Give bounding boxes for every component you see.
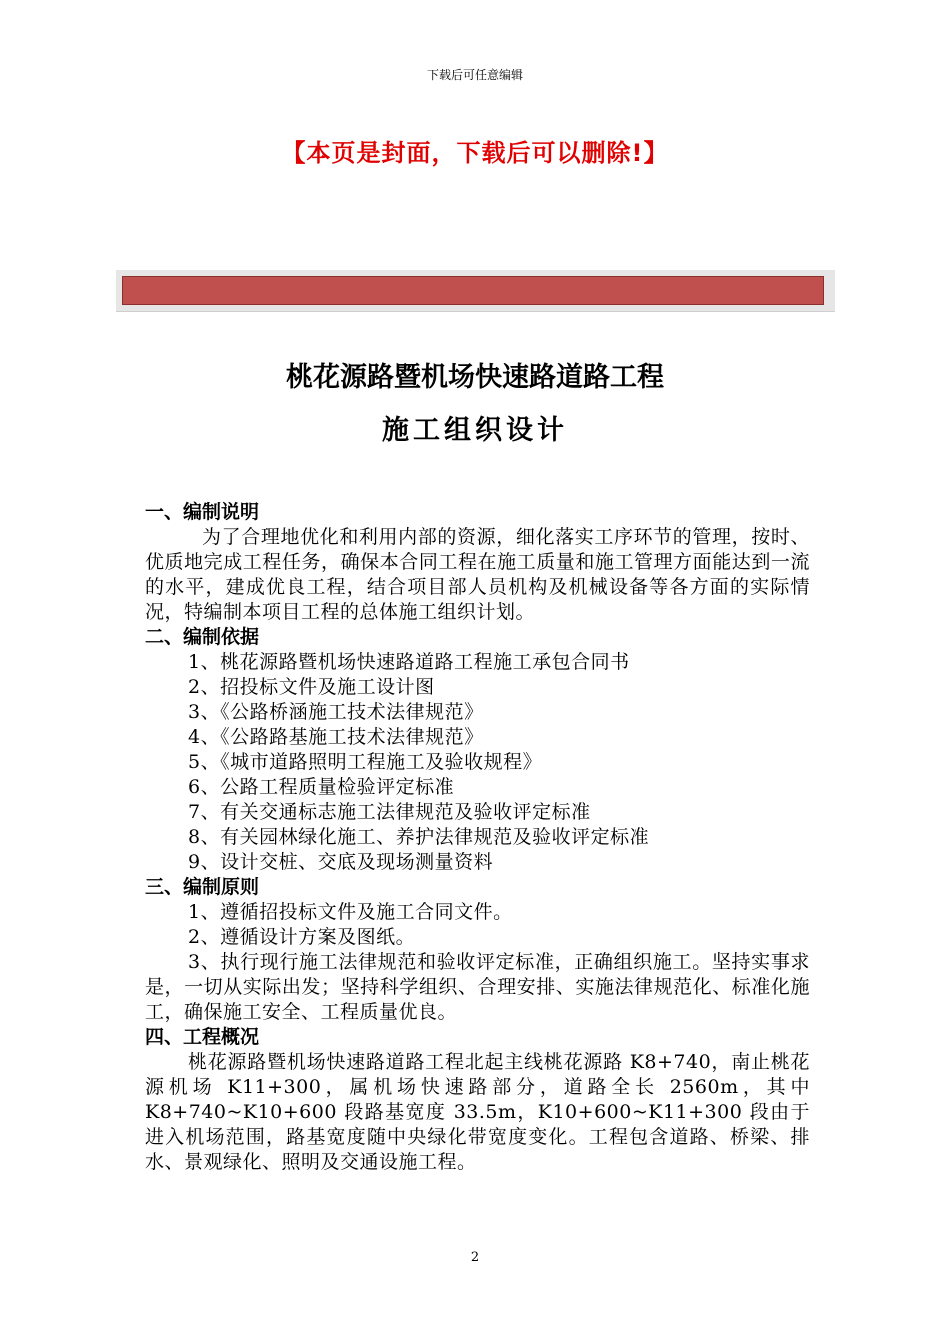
list-item: 9、设计交桩、交底及现场测量资料 bbox=[188, 851, 494, 873]
section-heading: 二、编制依据 bbox=[145, 626, 260, 648]
list-item: 5、《城市道路照明工程施工及验收规程》 bbox=[188, 751, 543, 773]
list-item: 2、遵循设计方案及图纸。 bbox=[188, 926, 416, 948]
document-body bbox=[145, 500, 810, 1175]
list-item: 6、公路工程质量检验评定标准 bbox=[188, 776, 455, 798]
page-number: 2 bbox=[470, 1250, 480, 1265]
list-item: 4、《公路路基施工技术法律规范》 bbox=[188, 726, 484, 748]
list-item: 7、有关交通标志施工法律规范及验收评定标准 bbox=[188, 801, 591, 823]
list-item: 3、《公路桥涵施工技术法律规范》 bbox=[188, 701, 484, 723]
section-heading: 一、编制说明 bbox=[145, 501, 260, 523]
banner-bar bbox=[122, 276, 824, 305]
cover-notice: 【本页是封面，下载后可以删除!】 bbox=[281, 139, 669, 167]
section-paragraph: 3、执行现行施工法律规范和验收评定标准，正确组织施工。坚持实事求是，一切从实际出发；坚持科学组织、合理安排、实施法律规范化、标准化施工，确保施工安全、工程质量优良。 bbox=[145, 951, 810, 1023]
section-heading: 三、编制原则 bbox=[145, 876, 260, 898]
list-item: 1、遵循招投标文件及施工合同文件。 bbox=[188, 901, 513, 923]
list-item: 8、有关园林绿化施工、养护法律规范及验收评定标准 bbox=[188, 826, 650, 848]
header-note: 下载后可任意编辑 bbox=[426, 68, 523, 82]
section-paragraph: 为了合理地优化和利用内部的资源，细化落实工序环节的管理，按时、优质地完成工程任务，确保本合同工程在施工质量和施工管理方面能达到一流的水平，建成优良工程，结合项目部人员机构及机械设备等各方面的实际情况，特编制本项目工程的总体施工组织计划。 bbox=[145, 526, 810, 623]
section-paragraph: 桃花源路暨机场快速路道路工程北起主线桃花源路 K8+740，南止桃花源机场 K11+300，属机场快速路部分，道路全长 2560m，其中K8+740~K10+600 段路基宽度 33.5m，K10+600~K11+300 段由于进入机场范围，路基宽度随中央绿化带宽度变化。工程包含道路、桥梁、排水、景观绿化、照明及交通设施工程。 bbox=[145, 1051, 810, 1173]
list-item: 2、招投标文件及施工设计图 bbox=[188, 676, 435, 698]
list-item: 1、桃花源路暨机场快速路道路工程施工承包合同书 bbox=[188, 651, 630, 673]
document-subtitle: 施工组织设计 bbox=[382, 415, 568, 446]
section-heading: 四、工程概况 bbox=[145, 1026, 260, 1048]
decorative-banner bbox=[116, 270, 835, 312]
document-title: 桃花源路暨机场快速路道路工程 bbox=[286, 362, 664, 393]
